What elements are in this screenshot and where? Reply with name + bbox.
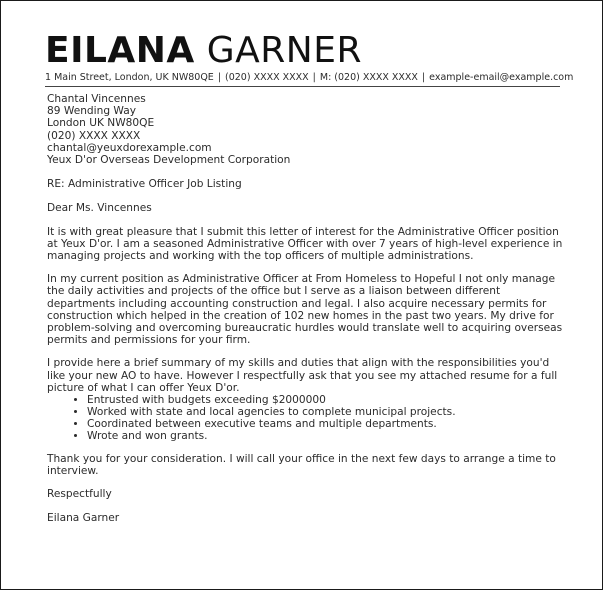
letter-signature: Eilana Garner: [47, 511, 120, 524]
contact-separator: |: [312, 72, 316, 83]
recipient-email: chantal@yeuxdorexample.com: [47, 141, 212, 154]
letter-subject: RE: Administrative Officer Job Listing: [47, 178, 242, 191]
list-item: • Coordinated between executive teams and multiple departments.: [87, 418, 567, 430]
recipient-city: London UK NW80QE: [47, 117, 155, 130]
contact-line: [45, 71, 574, 87]
contact-address: 1 Main Street, London, UK NW80QE: [45, 72, 214, 83]
paragraph-closing: Thank you for your consideration. I will call your office in the next few days to arrange a time to interview.: [47, 453, 556, 478]
paragraph-experience: In my current position as Administrative Officer at From Homeless to Hopeful I not only manage the daily activities and projects of the office but I serve as a liaison between different departments including accounting construction and legal. I also acquire necessary permits for construction which helped in the creation of 102 new homes in the past two years. My drive for problem-solving and overcoming bureaucratic hurdles would translate well to acquiring overseas permits and permissions for your firm.: [47, 273, 563, 347]
list-item: • Worked with state and local agencies to complete municipal projects.: [87, 406, 567, 418]
contact-mobile: M: (020) XXXX XXXX: [319, 72, 418, 83]
letter-body: [47, 93, 567, 524]
skills-list: [47, 394, 567, 442]
recipient-street: 89 Wending Way: [47, 105, 136, 118]
applicant-name: [45, 31, 362, 71]
recipient-name: Chantal Vincennes: [47, 93, 146, 105]
list-item: • Entrusted with budgets exceeding $2000000: [87, 394, 567, 406]
contact-separator: |: [217, 72, 222, 83]
paragraph-summary: I provide here a brief summary of my skills and duties that align with the responsibilities you'd like your new AO to have. However I respectfully ask that you see my attached resume for a full picture of what I can offer Yeux D'or.: [47, 357, 558, 394]
recipient-company: Yeux D'or Overseas Development Corporation: [47, 154, 291, 167]
list-item: • Wrote and won grants.: [87, 430, 567, 442]
contact-email: example-email@example.com: [429, 72, 574, 83]
recipient-block: [47, 93, 567, 166]
contact-phone: (020) XXXX XXXX: [225, 72, 309, 83]
last-name: GARNER: [206, 30, 362, 71]
letter-salutation: Dear Ms. Vincennes: [47, 202, 152, 215]
letter-closing: Respectfully: [47, 488, 112, 501]
paragraph-intro: It is with great pleasure that I submit this letter of interest for the Administrative Officer position at Yeux D'or. I am a seasoned Administrative Officer with over 7 years of high-level experience in managing projects and working with the top officers of multiple administrations.: [47, 225, 563, 263]
contact-separator: |: [421, 72, 426, 83]
first-name: EILANA: [45, 30, 195, 71]
recipient-phone: (020) XXXX XXXX: [47, 129, 141, 142]
